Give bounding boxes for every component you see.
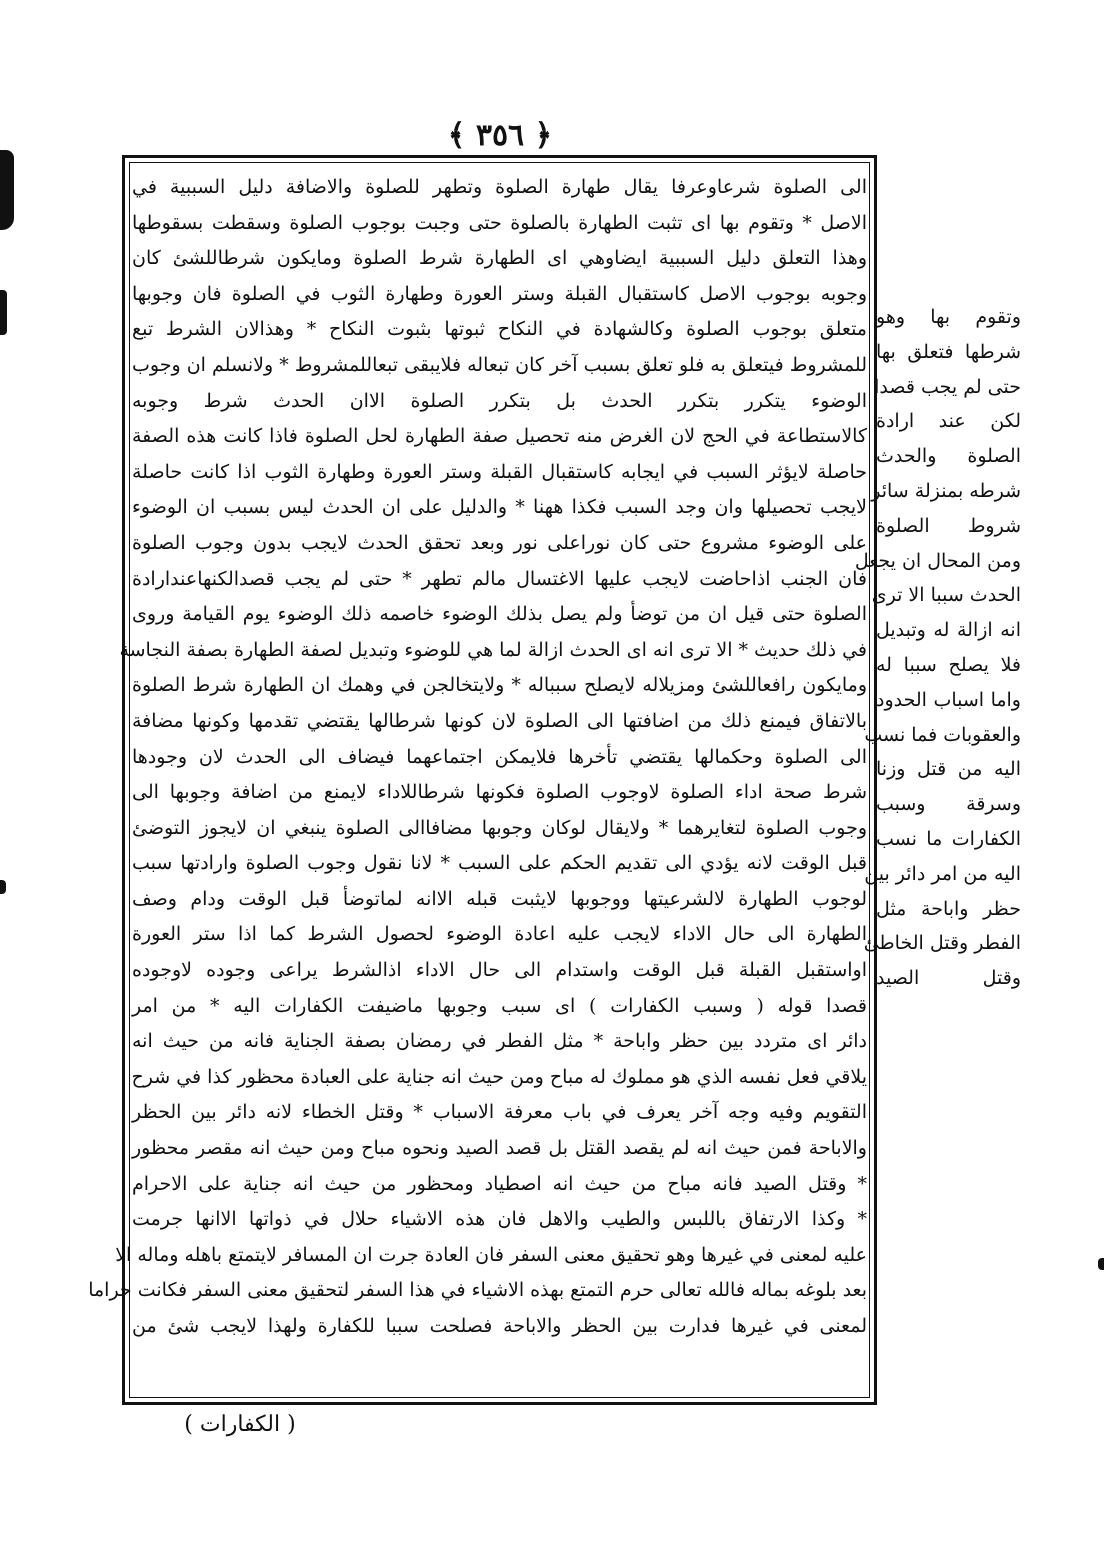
main-text-line-31: عليه لمعنى في غيرها وهو تحقيق معنى السفر فان العادة جرت ان المسافر لايتمتع باهله وماله الا <box>115 1243 867 1266</box>
margin-note-line-5: الصلوة والحدث <box>876 445 1021 468</box>
page-number: ﴿ ٣٥٦ ﴾ <box>447 118 553 153</box>
scan-edge-mark-mid <box>0 290 7 335</box>
margin-commentary <box>854 300 1021 996</box>
main-text-line-21: لوجوب الطهارة لالشرعيتها ووجوبها لايثبت قبله الاانه لماتوضأ قبل الوقت ودام وصف <box>132 887 867 910</box>
main-text-line-30: * وكذا الارتفاق باللبس والطيب والاهل فان هذه الاشياء حلال في ذواتها الاانها جرمت <box>132 1208 867 1231</box>
main-text-line-1: الى الصلوة شرعاوعرفا يقال طهارة الصلوة وتطهر للصلوة والاضافة دليل السببية في <box>132 176 867 198</box>
main-text-line-10: لايجب تحصيلها وان وجد السبب فكذا ههنا * والدليل على ان الحدث ليس بسبب ان الوضوء <box>132 496 867 519</box>
main-text-line-25: دائر اى متردد بين حظر واباحة * مثل الفطر في رمضان بصفة الجناية فانه من حيث انه <box>132 1030 867 1053</box>
margin-note-line-20: وقتل الصيد <box>876 967 1021 990</box>
margin-note-line-16: الكفارات ما نسب <box>876 827 1021 850</box>
margin-note-line-12: واما اسباب الحدود <box>876 688 1021 711</box>
scan-edge-mark-right <box>1098 1258 1104 1270</box>
margin-note-line-17: اليه من امر دائر بين <box>864 862 1021 885</box>
main-text-line-3: وهذا التعلق دليل السببية ايضاوهي اى الطهارة شرط الصلوة ومايكون شرطاللشئ كان <box>132 247 867 270</box>
main-text-line-27: التقويم وفيه وجه آخر يعرف في باب معرفة الاسباب * وقتل الخطاء لانه دائر بين الحظر <box>132 1101 867 1124</box>
main-text-line-6: للمشروط فيتعلق به فلو تعلق بسبب آخر كان تبعاله فلايبقى تبعاللمشروط * ولانسلم ان وجوب <box>132 353 867 376</box>
margin-note-line-11: فلا يصلح سببا له <box>876 653 1021 676</box>
catchword: ( الكفارات ) <box>184 1412 296 1437</box>
margin-note-line-14: اليه من قتل وزنا <box>876 758 1021 781</box>
main-text-line-4: وجوبه بوجوب الاصل كاستقبال القبلة وستر العورة وطهارة الثوب في الصلوة فان وجوبها <box>132 282 867 305</box>
margin-note-line-19: الفطر وقتل الخاطئ <box>863 932 1021 955</box>
main-text-line-29: * وقتل الصيد فانه مباح من حيث انه اصطياد ومحظور من حيث انه جناية على الاحرام <box>132 1172 867 1195</box>
main-text-line-7: الوضوء يتكرر بتكرر الحدث بل بتكرر الصلوة الاان الحدث شرط وجوبه <box>132 389 867 412</box>
main-text-line-11: على الوضوء مشروع حتى كان نوراعلى نور وبعد تحقق الحدث لايجب بدون وجوب الصلوة <box>132 531 867 554</box>
main-text-line-32: بعد بلوغه بماله فالله تعالى حرم التمتع بهذه الاشياء في هذا السفر لتحقيق معنى السفر فكانت حراما <box>88 1279 867 1302</box>
main-text-line-16: بالاتفاق فيمنع ذلك من اضافتها الى الصلوة لان كونها شرطالها يقتضي تقدمها وكونها مضافة <box>132 709 867 732</box>
scan-edge-mark-lower <box>0 880 6 894</box>
main-text-line-17: الى الصلوة وحكمالها يقتضي تأخرها فلايمكن اجتماعهما فيضاف الى الحدث لان وجودها <box>132 745 867 768</box>
main-text-line-22: الطهارة الى حال الاداء لايجب عليه اعادة الوضوء لحصول الشرط كما اذا ستر العورة <box>132 923 867 946</box>
margin-note-line-8: ومن المحال ان يجعل <box>854 549 1021 572</box>
main-text-line-14: في ذلك حديث * الا ترى انه اى الحدث ازالة لما هي للوضوء وتبديل لصفة الطهارة بصفة النجاسة <box>119 638 867 661</box>
margin-note-line-9: الحدث سببا الا ترى <box>871 584 1021 607</box>
main-text-line-18: شرط صحة اداء الصلوة لاوجوب الصلوة فكونها شرطاللاداء لايمنع من اضافة وجوبها الى <box>132 781 867 804</box>
main-text-line-28: والاباحة فمن حيث انه لم يقصد القتل بل قصد الصيد ونحوه مباح ومن حيث انه مقصر محظور <box>132 1137 867 1160</box>
margin-note-line-1: وتقوم بها وهو <box>876 306 1021 328</box>
main-text-line-9: حاصلة لايؤثر السبب في ايجابه كاستقبال القبلة وستر العورة وطهارة الثوب اذا كانت حاصلة <box>132 460 867 483</box>
main-text-line-2: الاصل * وتقوم بها اى تثبت الطهارة بالصلوة حتى وجبت بوجوب الصلوة وسقطت بسقوطها <box>132 211 867 234</box>
margin-note-line-3: حتى لم يجب قصدا <box>874 375 1021 398</box>
main-text-line-12: فان الجنب اذاحاضت لايجب عليها الاغتسال مالم تطهر * حتى لم يجب قصدالكنهاعندارادة <box>132 567 867 590</box>
main-text-line-33: لمعنى في غيرها فدارت بين الحظر والاباحة فصلحت سببا للكفارة ولهذا لايجب شئ من <box>132 1315 867 1337</box>
margin-note-line-15: وسرقة وسبب <box>876 793 1021 816</box>
main-text-line-5: متعلق بوجوب الصلوة وكالشهادة في النكاح ثبوتها بثبوت النكاح * وهذالان الشرط تبع <box>132 318 867 341</box>
main-text-line-23: اواستقبل القبلة قبل الوقت واستدام الى حال الاداء اذالشرط يراعى وجوده لاوجوده <box>132 959 867 982</box>
main-text-line-26: يلاقي فعل نفسه الذي هو مملوك له مباح ومن حيث انه جناية على العبادة محظور كذا في شرح <box>131 1065 867 1088</box>
main-text-line-15: ومايكون رافعاللشئ ومزيلاله لايصلح سبباله * ولايتخالجن في وهمك ان الطهارة شرط الصلوة <box>132 674 867 697</box>
main-text-line-24: قصدا قوله ( وسبب الكفارات ) اى سبب وجوبها ماضيفت الكفارات اليه * من امر <box>132 994 867 1017</box>
main-text-line-20: قبل الوقت لانه يؤدي الى تقديم الحكم على السبب * لانا نقول وجوب الصلوة وارادتها سبب <box>132 852 867 875</box>
margin-note-line-13: والعقوبات فما نسب <box>864 723 1021 746</box>
margin-note-line-7: شروط الصلوة <box>876 514 1021 537</box>
margin-note-line-18: حظر واباحة مثل <box>876 897 1021 920</box>
main-text-line-13: الصلوة حتى قيل ان من توضأ ولم يصل بذلك الوضوء خاصمه ذلك الوضوء يوم القيامة وروى <box>132 603 867 626</box>
margin-note-line-2: شرطها فتعلق بها <box>876 340 1021 363</box>
margin-note-line-10: انه ازالة له وتبديل <box>876 619 1021 642</box>
main-text-block <box>88 170 867 1345</box>
scan-edge-mark-top <box>0 150 14 230</box>
margin-note-line-4: لكن عند ارادة <box>876 410 1021 433</box>
main-text-line-8: كالاستطاعة في الحج لان الغرض منه تحصيل صفة الطهارة لحل الصلوة فاذا كانت هذه الصفة <box>132 425 867 448</box>
main-text-line-19: وجوب الصلوة لتغايرهما * ولايقال لوكان وجوبها مضافاالى الصلوة ينبغي ان لايجوز التوضئ <box>132 816 867 839</box>
margin-note-line-6: شرطه بمنزلة سائر <box>871 479 1021 502</box>
